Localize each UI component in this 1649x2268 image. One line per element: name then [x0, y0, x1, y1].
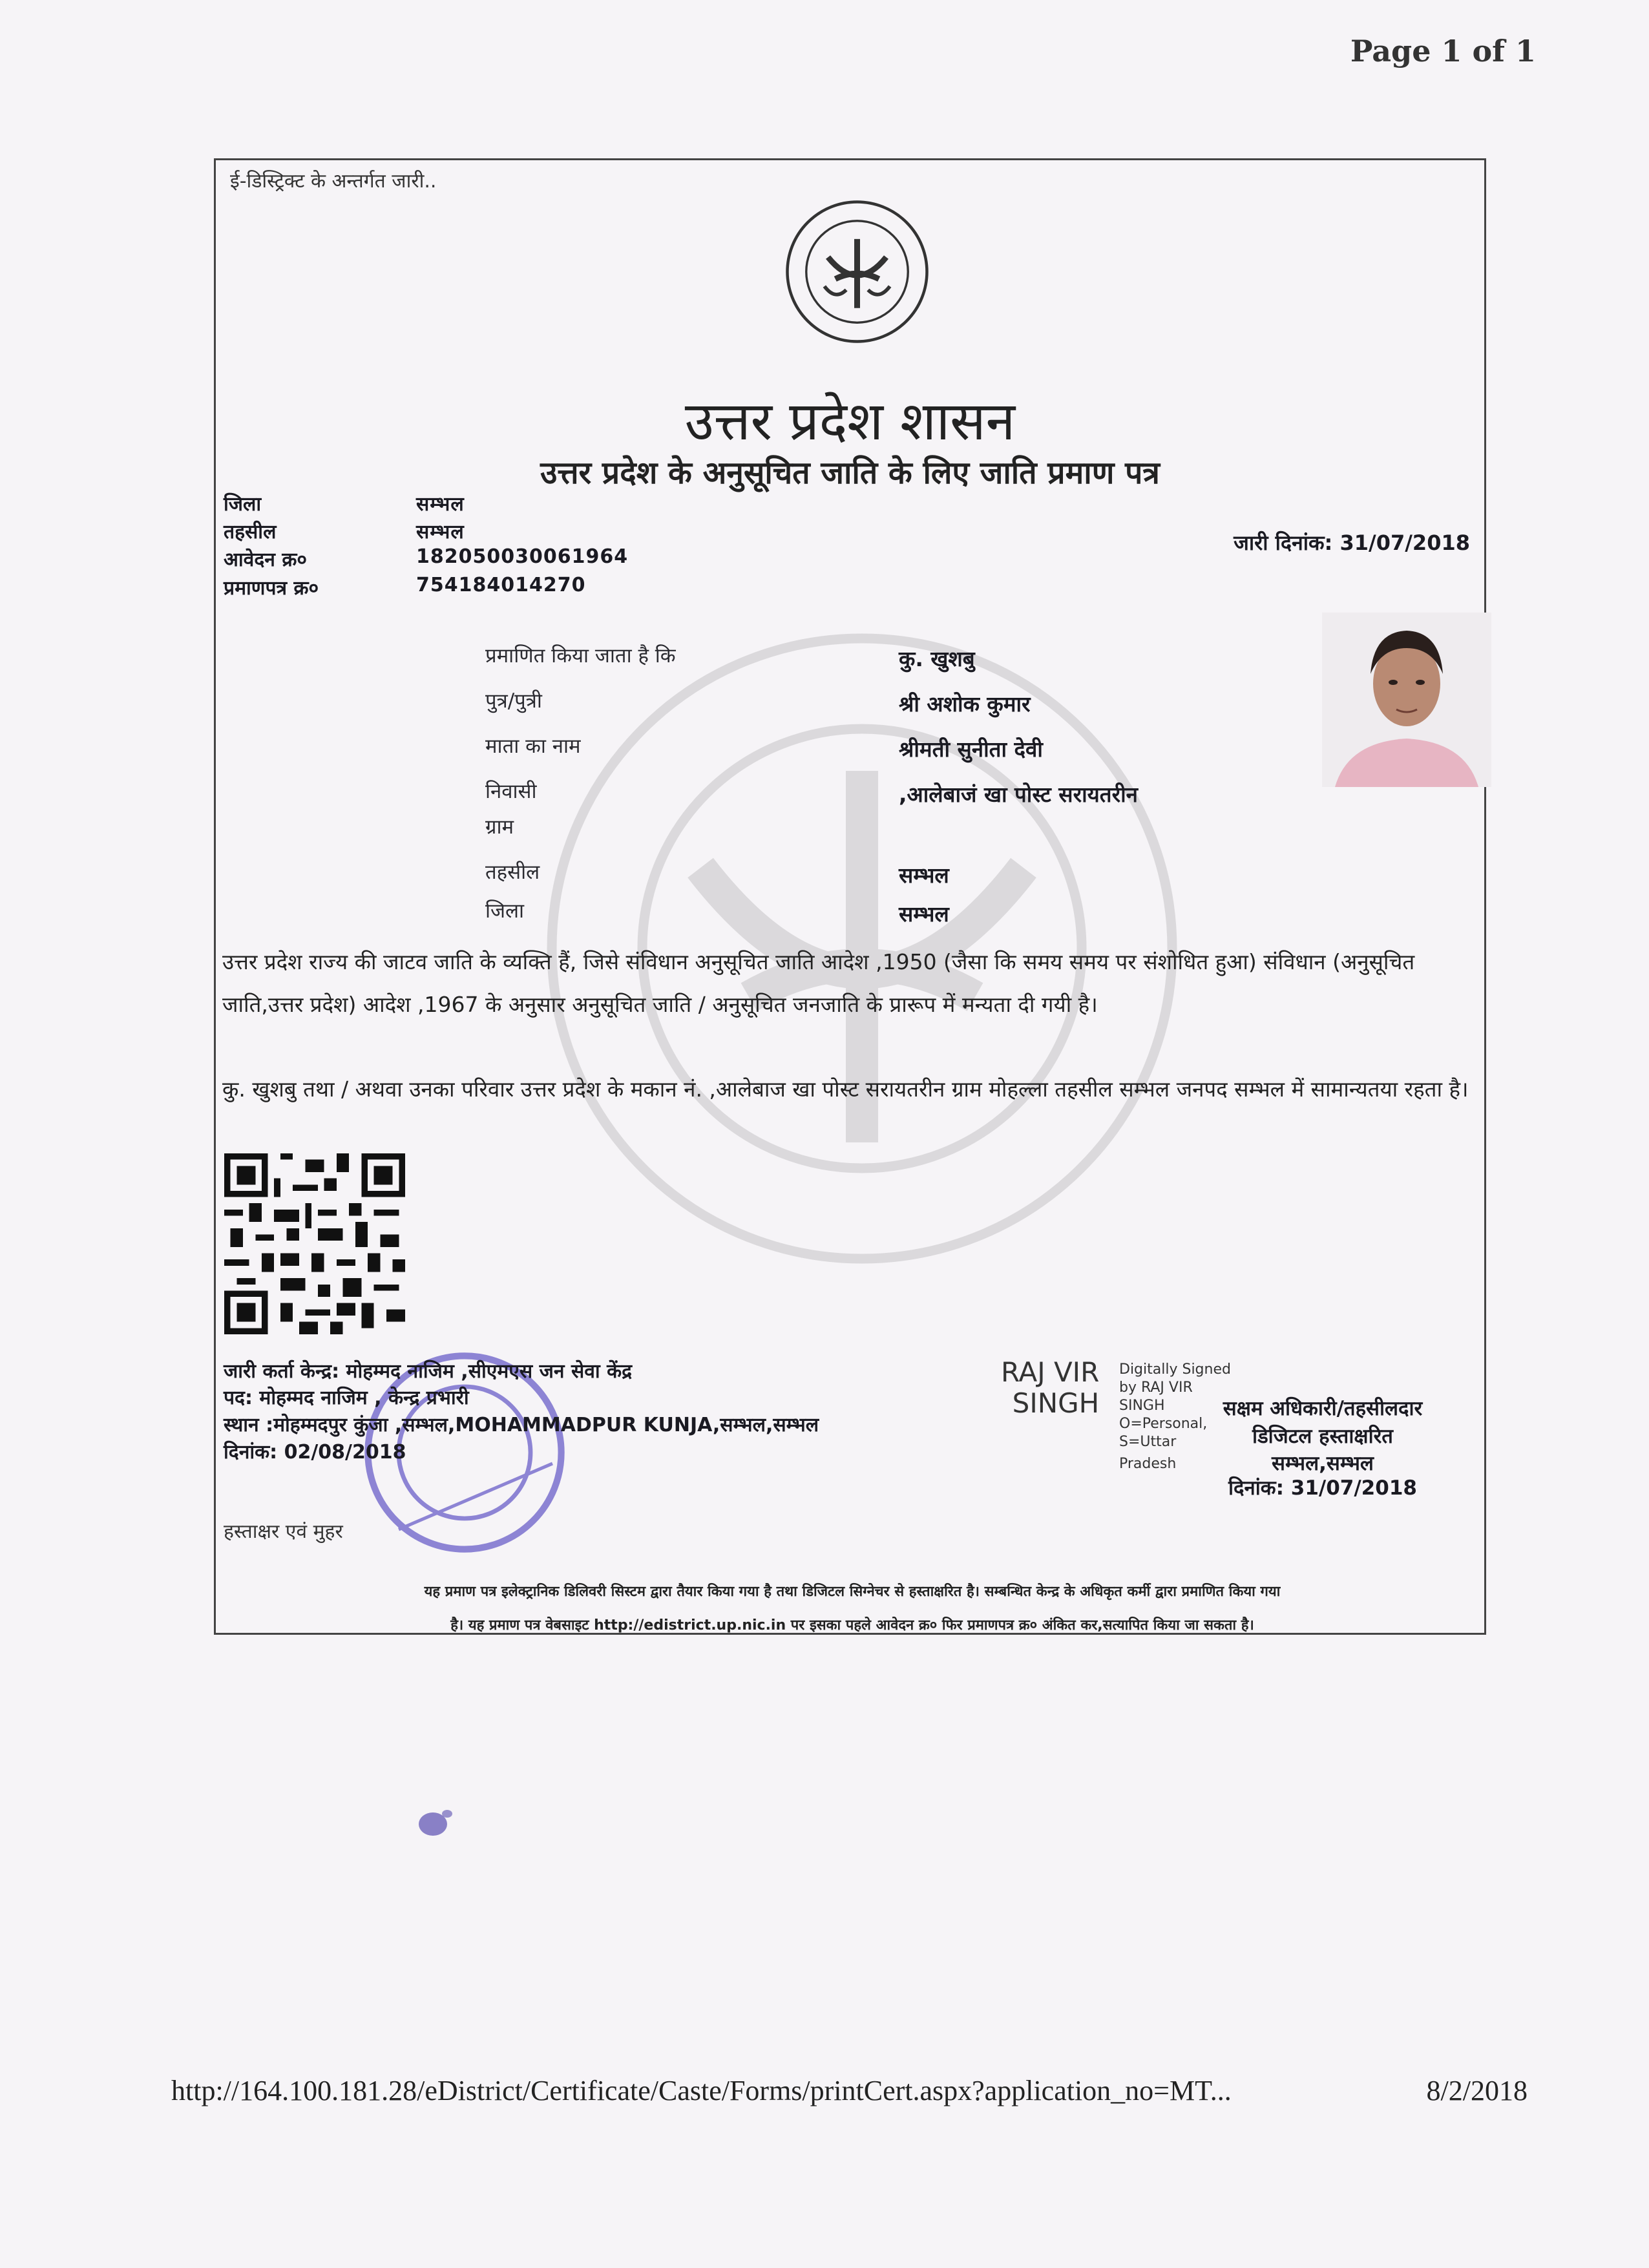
- district-label: जिला: [224, 493, 262, 516]
- caste-statement: उत्तर प्रदेश राज्य की जाटव जाति के व्यक्ति हैं, जिसे संविधान अनुसूचित जाति आदेश ,1950 (जैसा कि समय समय पर संशोधित हुआ) संविधान (अनुसूचित जाति,उत्तर प्रदेश) आदेश ,1967 के अनुसार अनुसूचित जाति / अनुसूचित जनजाति के प्रारूप में मन्यता दी गयी है।: [222, 949, 1415, 1017]
- footer-note-line: है। यह प्रमाण पत्र वेबसाइट http://edistrict.up.nic.in पर इसका पहले आवेदन क्र० फिर प्रमाणपत्र क्र० अंकित कर,सत्यापित किया जा सकता है।: [450, 1617, 1254, 1633]
- digital-signer-name: [1001, 1357, 1099, 1419]
- tehsil-value: सम्भल: [416, 521, 465, 543]
- district-value: सम्भल: [416, 493, 465, 516]
- signature-detail-line: SINGH: [1119, 1398, 1165, 1414]
- state-emblem-icon: [784, 199, 930, 344]
- qr-code: [224, 1153, 405, 1334]
- application-number: 182050030061964: [416, 545, 629, 568]
- field-label: पुत्र/पुत्री: [485, 689, 542, 713]
- digital-signer-line: RAJ VIR: [1001, 1356, 1100, 1388]
- signature-detail-line: Pradesh: [1119, 1456, 1177, 1472]
- certificate-frame: [214, 158, 1486, 1635]
- issued-under-note: ई-डिस्ट्रिक्ट के अन्तर्गत जारी..: [230, 170, 437, 193]
- issuing-center: जारी कर्ता केन्द्र: मोहम्मद नाजिम ,सीएमएस जन सेवा केंद्र: [224, 1360, 633, 1383]
- field-label: निवासी: [485, 780, 537, 803]
- applicant-photo: [1322, 613, 1491, 787]
- print-date: 8/2/2018: [1426, 2075, 1528, 2106]
- application-number-label: आवेदन क्र०: [224, 549, 308, 571]
- residence-statement: कु. खुशबु तथा / अथवा उनका परिवार उत्तर प्रदेश के मकान नं. ,आलेबाज खा पोस्ट सरायतरीन ग्राम मोहल्ला तहसील सम्भल जनपद सम्भल में सामान्यतया रहता है।: [222, 1076, 1469, 1102]
- signature-detail-line: Digitally Signed: [1119, 1361, 1231, 1378]
- government-title: उत्तर प्रदेश शासन: [684, 391, 1016, 452]
- digital-signer-line: SINGH: [1012, 1387, 1100, 1419]
- footer-note-line: यह प्रमाण पत्र इलेक्ट्रानिक डिलिवरी सिस्टम द्वारा तैयार किया गया है तथा डिजिटल सिग्नेचर से हस्ताक्षरित है। सम्बन्धित केन्द्र के अधिकृत कर्मी द्वारा प्रमाणित किया गया: [424, 1584, 1281, 1600]
- issuer-date: दिनांक: 02/08/2018: [224, 1441, 406, 1464]
- print-url: http://164.100.181.28/eDistrict/Certificate/Caste/Forms/printCert.aspx?application_no=MT...: [171, 2075, 1232, 2106]
- officer-location: सम्भल,सम्भल: [1272, 1452, 1374, 1475]
- field-value-name: कु. खुशबु: [899, 646, 975, 671]
- officer-date: दिनांक: 31/07/2018: [1228, 1476, 1417, 1500]
- issuer-place: स्थान :मोहम्मदपुर कुंजा ,सम्भल,MOHAMMADPUR KUNJA,सम्भल,सम्भल: [224, 1414, 819, 1436]
- certificate-number: 754184014270: [416, 574, 586, 596]
- issue-date: जारी दिनांक: 31/07/2018: [1234, 530, 1470, 555]
- signature-detail-line: O=Personal,: [1119, 1416, 1208, 1432]
- field-value-district: सम्भल: [899, 901, 949, 927]
- field-value-tehsil: सम्भल: [899, 863, 949, 888]
- field-value-resident: ,आलेबाजं खा पोस्ट सरायतरीन: [899, 782, 1138, 807]
- field-label: ग्राम: [485, 815, 514, 839]
- tehsil-label: तहसील: [224, 521, 277, 543]
- officer-signed: डिजिटल हस्ताक्षरित: [1252, 1425, 1393, 1448]
- footer-note: [229, 1575, 1476, 1643]
- field-label: तहसील: [485, 861, 540, 884]
- issuer-post: पद: मोहम्मद नाजिम , केन्द्र प्रभारी: [224, 1387, 469, 1409]
- field-value-mother: श्रीमती सुनीता देवी: [899, 737, 1043, 762]
- signature-detail-line: by RAJ VIR: [1119, 1380, 1193, 1396]
- ink-smudge-icon: [407, 1800, 465, 1845]
- certificate-subtitle: उत्तर प्रदेश के अनुसूचित जाति के लिए जाति प्रमाण पत्र: [540, 455, 1160, 491]
- page-number: Page 1 of 1: [1350, 34, 1536, 68]
- field-label: जिला: [485, 899, 525, 923]
- field-value-parent: श्री अशोक कुमार: [899, 691, 1031, 717]
- signature-detail-line: S=Uttar: [1119, 1434, 1177, 1450]
- certificate-number-label: प्रमाणपत्र क्र०: [224, 577, 319, 600]
- signature-seal-label: हस्ताक्षर एवं मुहर: [224, 1520, 343, 1543]
- field-label: माता का नाम: [485, 735, 581, 758]
- field-label: प्रमाणित किया जाता है कि: [485, 644, 676, 667]
- officer-title: सक्षम अधिकारी/तहसीलदार: [1223, 1397, 1423, 1420]
